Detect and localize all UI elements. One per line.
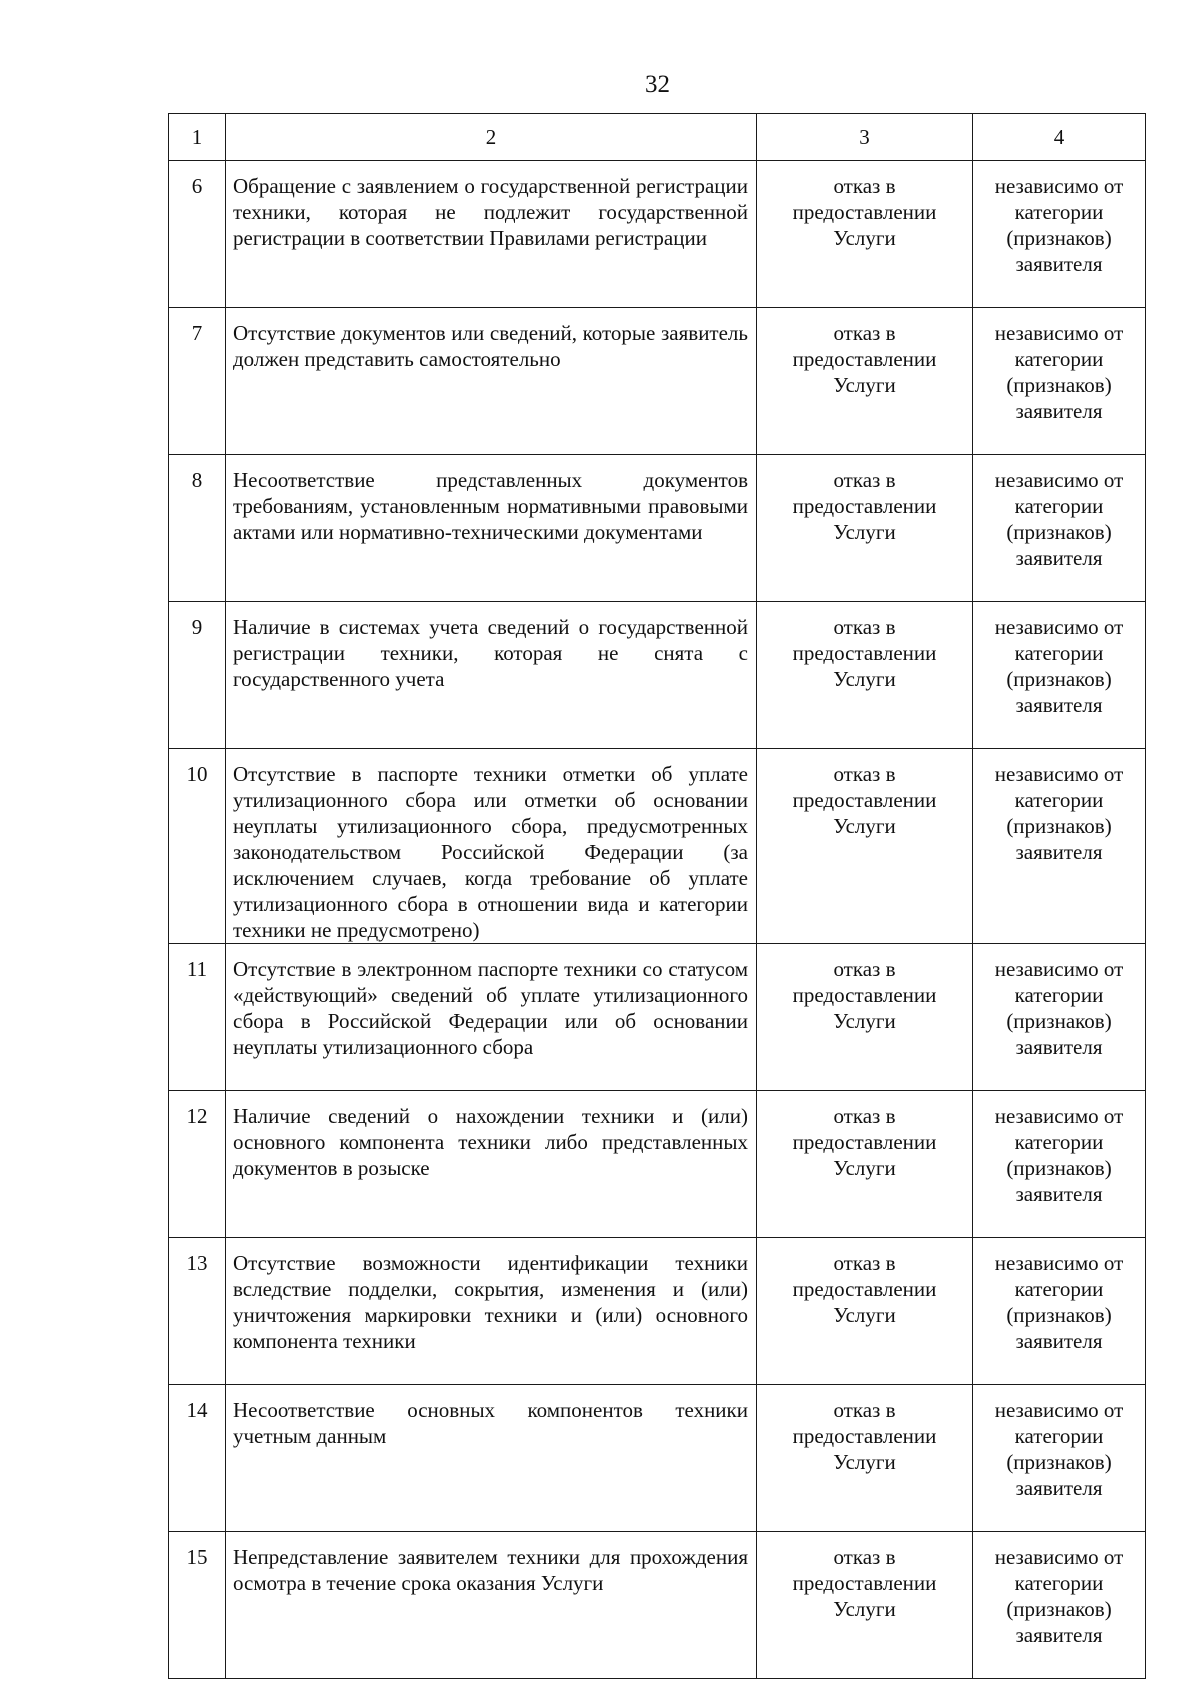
applicant-line: (признаков) [1006,1597,1112,1621]
table-row [169,1091,1146,1238]
decision-line: Услуги [833,1156,896,1180]
applicant-category-cell [973,1532,1146,1679]
applicant-line: (признаков) [1006,1450,1112,1474]
ground-description: Непредставление заявителем техники для прохождения осмотра в течение срока оказания Услуги [226,1532,757,1679]
decision-line: предоставлении [792,983,937,1007]
row-number: 12 [169,1091,226,1238]
ground-description: Наличие сведений о нахождении техники и (или) основного компонента техники либо представленных документов в розыске [226,1091,757,1238]
decision-cell [757,1091,973,1238]
applicant-line: заявителя [1015,1182,1103,1206]
applicant-category-cell [973,1091,1146,1238]
applicant-line: (признаков) [1006,667,1112,691]
ground-description: Несоответствие представленных документов требованиям, установленным нормативными правовыми актами или нормативно-техническими документами [226,455,757,602]
row-number: 7 [169,308,226,455]
ground-description: Отсутствие в электронном паспорте техники со статусом «действующий» сведений об уплате утилизационного сбора в Российской Федерации или об основании неуплаты утилизационного сбора [226,944,757,1091]
table-row [169,308,1146,455]
applicant-line: независимо от [994,615,1124,639]
applicant-line: категории [1014,1424,1104,1448]
ground-description: Несоответствие основных компонентов техники учетным данным [226,1385,757,1532]
decision-line: отказ в [833,1545,896,1569]
applicant-line: заявителя [1015,1329,1103,1353]
decision-line: Услуги [833,814,896,838]
decision-line: предоставлении [792,1130,937,1154]
applicant-line: заявителя [1015,546,1103,570]
applicant-category-cell [973,602,1146,749]
table-row [169,944,1146,1091]
decision-cell [757,1238,973,1385]
applicant-line: независимо от [994,1398,1124,1422]
row-number: 9 [169,602,226,749]
applicant-line: заявителя [1015,1623,1103,1647]
applicant-line: категории [1014,200,1104,224]
ground-description: Отсутствие документов или сведений, которые заявитель должен представить самостоятельно [226,308,757,455]
decision-cell [757,308,973,455]
decision-line: отказ в [833,1251,896,1275]
ground-description: Обращение с заявлением о государственной регистрации техники, которая не подлежит государственной регистрации в соответствии Правилами регистрации [226,161,757,308]
decision-line: Услуги [833,1597,896,1621]
applicant-line: независимо от [994,762,1124,786]
decision-line: предоставлении [792,788,937,812]
table-row [169,161,1146,308]
column-header-1: 1 [169,114,226,161]
decision-cell [757,455,973,602]
column-header-4: 4 [973,114,1146,161]
decision-cell [757,749,973,944]
applicant-line: (признаков) [1006,373,1112,397]
ground-description: Отсутствие в паспорте техники отметки об уплате утилизационного сбора или отметки об основании неуплаты утилизационного сбора, предусмотренных законодательством Российской Федерации (за исключением случаев, когда требование об уплате утилизационного сбора в отношении вида и категории техники не предусмотрено) [226,749,757,944]
column-header-2: 2 [226,114,757,161]
applicant-line: категории [1014,347,1104,371]
row-number: 8 [169,455,226,602]
decision-line: предоставлении [792,1277,937,1301]
row-number: 15 [169,1532,226,1679]
table-row [169,455,1146,602]
row-number: 11 [169,944,226,1091]
decision-cell [757,602,973,749]
table-row [169,1385,1146,1532]
applicant-line: заявителя [1015,1035,1103,1059]
decision-line: Услуги [833,1303,896,1327]
applicant-line: заявителя [1015,693,1103,717]
applicant-line: (признаков) [1006,814,1112,838]
table-row [169,602,1146,749]
ground-description: Отсутствие возможности идентификации техники вследствие подделки, сокрытия, изменения и (или) уничтожения маркировки техники и (или) основного компонента техники [226,1238,757,1385]
ground-description: Наличие в системах учета сведений о государственной регистрации техники, которая не снята с государственного учета [226,602,757,749]
row-number: 13 [169,1238,226,1385]
applicant-line: (признаков) [1006,1009,1112,1033]
applicant-category-cell [973,749,1146,944]
decision-line: отказ в [833,957,896,981]
decision-line: отказ в [833,615,896,639]
decision-line: Услуги [833,1450,896,1474]
decision-line: Услуги [833,520,896,544]
applicant-line: категории [1014,788,1104,812]
decision-line: Услуги [833,226,896,250]
table-row [169,1532,1146,1679]
row-number: 6 [169,161,226,308]
applicant-line: категории [1014,494,1104,518]
decision-line: Услуги [833,667,896,691]
applicant-line: независимо от [994,174,1124,198]
applicant-line: заявителя [1015,252,1103,276]
table-row [169,749,1146,944]
decision-line: отказ в [833,174,896,198]
row-number: 10 [169,749,226,944]
applicant-line: заявителя [1015,399,1103,423]
applicant-line: (признаков) [1006,226,1112,250]
applicant-line: (признаков) [1006,1303,1112,1327]
applicant-line: независимо от [994,468,1124,492]
applicant-category-cell [973,308,1146,455]
column-header-3: 3 [757,114,973,161]
applicant-line: категории [1014,1571,1104,1595]
applicant-category-cell [973,1238,1146,1385]
decision-line: предоставлении [792,200,937,224]
decision-cell [757,1532,973,1679]
grounds-table [168,113,1146,1679]
decision-cell [757,161,973,308]
applicant-category-cell [973,161,1146,308]
table-row [169,1238,1146,1385]
applicant-line: категории [1014,983,1104,1007]
row-number: 14 [169,1385,226,1532]
table-header-row [169,114,1146,161]
applicant-category-cell [973,455,1146,602]
decision-line: отказ в [833,1104,896,1128]
applicant-line: независимо от [994,1545,1124,1569]
applicant-line: независимо от [994,321,1124,345]
applicant-line: заявителя [1015,840,1103,864]
decision-line: отказ в [833,762,896,786]
decision-cell [757,1385,973,1532]
applicant-line: категории [1014,1277,1104,1301]
decision-line: предоставлении [792,1571,937,1595]
decision-line: предоставлении [792,494,937,518]
applicant-line: категории [1014,1130,1104,1154]
applicant-line: независимо от [994,957,1124,981]
decision-line: предоставлении [792,641,937,665]
applicant-line: заявителя [1015,1476,1103,1500]
decision-line: Услуги [833,373,896,397]
page-number: 32 [645,71,670,98]
applicant-line: независимо от [994,1251,1124,1275]
decision-line: отказ в [833,468,896,492]
decision-line: отказ в [833,321,896,345]
decision-line: Услуги [833,1009,896,1033]
decision-line: предоставлении [792,1424,937,1448]
applicant-line: (признаков) [1006,520,1112,544]
applicant-line: (признаков) [1006,1156,1112,1180]
decision-line: отказ в [833,1398,896,1422]
applicant-category-cell [973,944,1146,1091]
applicant-line: независимо от [994,1104,1124,1128]
decision-line: предоставлении [792,347,937,371]
applicant-category-cell [973,1385,1146,1532]
applicant-line: категории [1014,641,1104,665]
decision-cell [757,944,973,1091]
